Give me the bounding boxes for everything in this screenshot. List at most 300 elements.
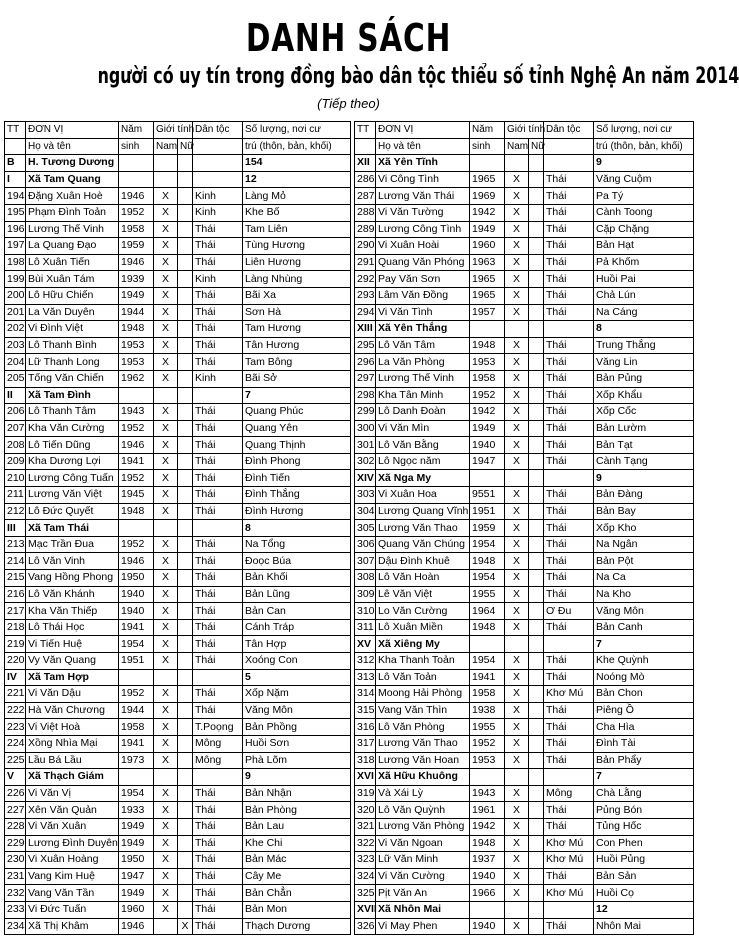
cell-year: 1949 (470, 420, 505, 437)
cell-male: X (154, 337, 178, 354)
table-row (5, 835, 351, 852)
cell-tt: 217 (5, 603, 26, 620)
header-blank (5, 138, 26, 155)
cell-ethnic: Thái (544, 752, 594, 769)
cell-place: 9 (243, 769, 351, 786)
cell-place: Chả Lún (594, 287, 694, 304)
cell-year: 1946 (119, 437, 154, 454)
cell-year: 1954 (470, 536, 505, 553)
cell-place: Pa Tý (594, 188, 694, 205)
cell-ethnic: Thái (193, 901, 243, 918)
cell-year: 1951 (470, 503, 505, 520)
cell-male: X (154, 287, 178, 304)
cell-male: X (154, 221, 178, 238)
cell-year: 1938 (470, 702, 505, 719)
cell-place: Piêng Ồ (594, 702, 694, 719)
cell-year: 1955 (470, 719, 505, 736)
cell-name: Vi Xuân Hoài (376, 238, 470, 255)
cell-place: 9 (594, 155, 694, 172)
table-row (355, 221, 694, 238)
cell-tt: 226 (5, 785, 26, 802)
section-row (5, 387, 351, 404)
cell-place: Bản Sản (594, 868, 694, 885)
table-row (5, 271, 351, 288)
cell-name: Lương Công Tình (376, 221, 470, 238)
cell-year: 1960 (119, 901, 154, 918)
cell-female (529, 885, 544, 902)
cell-tt: 301 (355, 437, 376, 454)
cell-name: Xên Văn Quản (26, 802, 119, 819)
cell-tt: 314 (355, 686, 376, 703)
cell-year: 1952 (119, 686, 154, 703)
cell-place: Bản Pủng (594, 370, 694, 387)
cell-ethnic: Thái (544, 619, 594, 636)
cell-male: X (154, 553, 178, 570)
cell-name: Pay Văn Sơn (376, 271, 470, 288)
cell-name: Lê Văn Việt (376, 586, 470, 603)
cell-male: X (154, 719, 178, 736)
cell-place: Bản Bay (594, 503, 694, 520)
cell-male: X (505, 719, 529, 736)
cell-place: 154 (243, 155, 351, 172)
table-row (5, 370, 351, 387)
cell-ethnic: Khơ Mú (544, 885, 594, 902)
cell-male: X (505, 603, 529, 620)
cell-female (529, 437, 544, 454)
cell-ethnic: Thái (544, 553, 594, 570)
cell-tt: 300 (355, 420, 376, 437)
cell-place: Đình Tiến (243, 470, 351, 487)
cell-tt: 230 (5, 852, 26, 869)
cell-year: 1952 (470, 735, 505, 752)
cell-tt: XII (355, 155, 376, 172)
cell-male: X (154, 619, 178, 636)
cell-name: Kha Dương Lợi (26, 453, 119, 470)
cell-year: 1973 (119, 752, 154, 769)
table-row (5, 238, 351, 255)
cell-place: Liên Hương (243, 254, 351, 271)
cell-ethnic: Thái (193, 321, 243, 338)
cell-name: Lương Văn Hoan (376, 752, 470, 769)
table-row (5, 321, 351, 338)
header-gender: Giới tính (154, 122, 193, 139)
cell-female (529, 802, 544, 819)
header-count: Số lượng, nơi cư (243, 122, 351, 139)
table-row (5, 354, 351, 371)
cell-name: Lữ Văn Minh (376, 852, 470, 869)
cell-year: 1941 (119, 619, 154, 636)
table-row (5, 503, 351, 520)
cell-place: Thạch Dương (243, 918, 351, 935)
cell-ethnic: Thái (544, 487, 594, 504)
cell-place: 12 (243, 171, 351, 188)
cell-male: X (505, 868, 529, 885)
cell-tt: 229 (5, 835, 26, 852)
table-row (355, 337, 694, 354)
section-row (355, 470, 694, 487)
cell-place: Tùng Hương (243, 238, 351, 255)
cell-female (529, 586, 544, 603)
cell-year: 1948 (470, 619, 505, 636)
cell-ethnic: Ơ Đu (544, 603, 594, 620)
cell-ethnic: Thái (544, 818, 594, 835)
cell-male: X (505, 520, 529, 537)
cell-male: X (505, 669, 529, 686)
cell-female (178, 453, 193, 470)
section-row (355, 769, 694, 786)
header-blank (355, 138, 376, 155)
table-row (355, 818, 694, 835)
cell-tt: 219 (5, 636, 26, 653)
cell-male (154, 520, 178, 537)
cell-name: Vi Văn Tình (376, 304, 470, 321)
cell-year: 1942 (470, 818, 505, 835)
cell-name: Lương Thế Vinh (26, 221, 119, 238)
cell-place: Tủng Hốc (594, 818, 694, 835)
cell-tt: III (5, 520, 26, 537)
cell-name: Lương Văn Thái (376, 188, 470, 205)
header-year-2: sinh (119, 138, 154, 155)
table-row (355, 686, 694, 703)
cell-place: Na Kho (594, 586, 694, 603)
cell-tt: 211 (5, 487, 26, 504)
cell-place: Khe Bố (243, 204, 351, 221)
cell-year: 1948 (470, 835, 505, 852)
cell-name: Lầu Bá Lầu (26, 752, 119, 769)
cell-year: 1933 (119, 802, 154, 819)
cell-tt: 290 (355, 238, 376, 255)
cell-place: Cha Hìa (594, 719, 694, 736)
cell-male: X (505, 553, 529, 570)
cell-male: X (505, 387, 529, 404)
cell-year: 1943 (470, 785, 505, 802)
cell-name: Lô Văn Vinh (26, 553, 119, 570)
cell-place: Làng Nhùng (243, 271, 351, 288)
cell-tt: 291 (355, 254, 376, 271)
cell-male: X (505, 586, 529, 603)
cell-place: Xoóng Con (243, 653, 351, 670)
header-name: Họ và tên (376, 138, 470, 155)
cell-female (178, 719, 193, 736)
cell-male: X (505, 686, 529, 703)
cell-male: X (154, 204, 178, 221)
cell-name: Bùi Xuân Tám (26, 271, 119, 288)
cell-female (178, 802, 193, 819)
table-row (5, 785, 351, 802)
cell-name: Xã Tam Quang (26, 171, 119, 188)
header-ethnic: Dân tộc (544, 122, 594, 139)
cell-female (178, 204, 193, 221)
cell-female (529, 852, 544, 869)
cell-male: X (505, 221, 529, 238)
header-male: Nam (505, 138, 529, 155)
cell-female (529, 487, 544, 504)
cell-male: X (154, 702, 178, 719)
cell-female (529, 603, 544, 620)
cell-year: 1964 (470, 603, 505, 620)
cell-female (178, 735, 193, 752)
cell-ethnic (193, 769, 243, 786)
cell-year: 1942 (470, 204, 505, 221)
cell-tt: 306 (355, 536, 376, 553)
cell-male: X (154, 735, 178, 752)
cell-female (529, 420, 544, 437)
table-row (5, 254, 351, 271)
cell-year: 1949 (119, 885, 154, 902)
cell-year: 1961 (470, 802, 505, 819)
table-row (355, 603, 694, 620)
cell-place: Quang Phúc (243, 404, 351, 421)
cell-ethnic: Mông (193, 752, 243, 769)
cell-name: Vi Văn Ngoan (376, 835, 470, 852)
cell-tt: 233 (5, 901, 26, 918)
cell-female (529, 570, 544, 587)
cell-name: Vang Kim Huệ (26, 868, 119, 885)
table-row (355, 802, 694, 819)
cell-ethnic: Thái (193, 536, 243, 553)
table-row (355, 918, 694, 935)
table-row (5, 420, 351, 437)
cell-ethnic: Thái (544, 254, 594, 271)
cell-tt: 215 (5, 570, 26, 587)
cell-name: Xã Thạch Giám (26, 769, 119, 786)
cell-male: X (154, 271, 178, 288)
cell-ethnic: Thái (193, 818, 243, 835)
cell-name: Vang Văn Thìn (376, 702, 470, 719)
cell-name: Vi Văn Cường (376, 868, 470, 885)
cell-tt: 289 (355, 221, 376, 238)
header-row (355, 122, 694, 139)
cell-male: X (505, 735, 529, 752)
cell-name: Phạm Đình Toản (26, 204, 119, 221)
cell-tt: 317 (355, 735, 376, 752)
cell-female (178, 818, 193, 835)
table-row (355, 653, 694, 670)
cell-year: 1952 (119, 420, 154, 437)
cell-male: X (505, 254, 529, 271)
cell-name: Xã Hữu Khuông (376, 769, 470, 786)
cell-tt: XIV (355, 470, 376, 487)
cell-ethnic (544, 470, 594, 487)
cell-place: Bản Phòng (243, 802, 351, 819)
cell-tt: 303 (355, 487, 376, 504)
cell-male: X (154, 885, 178, 902)
cell-year: 1952 (119, 470, 154, 487)
cell-male: X (154, 503, 178, 520)
cell-name: Moong Hải Phòng (376, 686, 470, 703)
table-row (5, 287, 351, 304)
table-row (355, 586, 694, 603)
cell-tt: 214 (5, 553, 26, 570)
cell-name: Lô Thái Học (26, 619, 119, 636)
cell-ethnic: Thái (193, 221, 243, 238)
table-row (355, 420, 694, 437)
cell-male (505, 155, 529, 172)
cell-male: X (154, 603, 178, 620)
cell-place: Bản Chẳn (243, 885, 351, 902)
cell-name: Vi Văn Mìn (376, 420, 470, 437)
cell-male (505, 321, 529, 338)
cell-female (529, 204, 544, 221)
cell-year: 1940 (470, 437, 505, 454)
cell-place: Na Ca (594, 570, 694, 587)
cell-tt: 218 (5, 619, 26, 636)
cell-place: Xốp Nặm (243, 686, 351, 703)
table-row (355, 520, 694, 537)
cell-place: 9 (594, 470, 694, 487)
cell-male: X (505, 818, 529, 835)
cell-year: 1943 (119, 404, 154, 421)
cell-female (178, 586, 193, 603)
table-row (355, 370, 694, 387)
cell-tt: 287 (355, 188, 376, 205)
section-row (5, 171, 351, 188)
cell-male: X (505, 702, 529, 719)
cell-female (529, 337, 544, 354)
cell-place: Bản Mác (243, 852, 351, 869)
cell-female (178, 420, 193, 437)
cell-male (154, 171, 178, 188)
cell-tt: 213 (5, 536, 26, 553)
cell-name: Vi Văn Vị (26, 785, 119, 802)
cell-ethnic: Thái (193, 503, 243, 520)
table-row (5, 636, 351, 653)
cell-year: 1948 (470, 553, 505, 570)
table-row (355, 171, 694, 188)
cell-male: X (505, 437, 529, 454)
cell-ethnic: Thái (193, 636, 243, 653)
cell-male: X (505, 885, 529, 902)
cell-female (178, 852, 193, 869)
cell-tt: 322 (355, 835, 376, 852)
cell-name: Lô Văn Hoàn (376, 570, 470, 587)
cell-male: X (505, 204, 529, 221)
cell-year: 1953 (470, 752, 505, 769)
cell-name: Lô Xuân Miền (376, 619, 470, 636)
cell-name: La Văn Phòng (376, 354, 470, 371)
cell-ethnic (193, 155, 243, 172)
cell-name: Lô Văn Khánh (26, 586, 119, 603)
cell-year: 1952 (119, 536, 154, 553)
table-row (5, 404, 351, 421)
cell-female (178, 503, 193, 520)
cell-name: La Quang Đạo (26, 238, 119, 255)
cell-name: Lương Công Tuấn (26, 470, 119, 487)
cell-ethnic: Thái (193, 852, 243, 869)
cell-male: X (505, 337, 529, 354)
cell-ethnic: Thái (193, 487, 243, 504)
cell-place: Bãi Sở (243, 370, 351, 387)
cell-tt: 292 (355, 271, 376, 288)
cell-name: Lô Thanh Bình (26, 337, 119, 354)
cell-year: 1949 (119, 287, 154, 304)
cell-name: Vi Xuân Hoa (376, 487, 470, 504)
table-row (5, 752, 351, 769)
cell-year: 1946 (119, 188, 154, 205)
cell-tt: 320 (355, 802, 376, 819)
cell-ethnic: Thái (193, 354, 243, 371)
cell-male: X (505, 171, 529, 188)
cell-male: X (154, 653, 178, 670)
cell-male: X (154, 852, 178, 869)
cell-name: Và Xái Lỳ (376, 785, 470, 802)
cell-year (119, 669, 154, 686)
cell-year: 1953 (470, 354, 505, 371)
cell-male: X (154, 586, 178, 603)
cell-year: 1966 (470, 885, 505, 902)
cell-female (178, 669, 193, 686)
table-row (5, 901, 351, 918)
cell-ethnic (193, 387, 243, 404)
cell-place: Đình Hương (243, 503, 351, 520)
cell-male: X (505, 503, 529, 520)
cell-female (529, 221, 544, 238)
cell-ethnic: Thái (193, 437, 243, 454)
cell-tt: 198 (5, 254, 26, 271)
cell-ethnic: Thái (544, 918, 594, 935)
cell-year: 1951 (119, 653, 154, 670)
cell-female (529, 238, 544, 255)
cell-ethnic: Thái (544, 204, 594, 221)
cell-year: 1941 (119, 453, 154, 470)
cell-male: X (154, 570, 178, 587)
table-row (355, 536, 694, 553)
cell-ethnic: Thái (193, 619, 243, 636)
cell-year: 1950 (119, 852, 154, 869)
cell-female (529, 287, 544, 304)
cell-female (529, 321, 544, 338)
cell-tt: 205 (5, 370, 26, 387)
cell-male: X (154, 370, 178, 387)
section-row (355, 636, 694, 653)
cell-female (529, 735, 544, 752)
table-row (355, 204, 694, 221)
cell-year: 1954 (119, 636, 154, 653)
cell-year: 1948 (470, 337, 505, 354)
cell-tt: 324 (355, 868, 376, 885)
cell-tt: 227 (5, 802, 26, 819)
cell-place: Pả Khốm (594, 254, 694, 271)
cell-ethnic: Thái (193, 420, 243, 437)
cell-place: 12 (594, 901, 694, 918)
cell-year: 1960 (470, 238, 505, 255)
cell-male (154, 155, 178, 172)
cell-year (119, 769, 154, 786)
table-row (355, 354, 694, 371)
cell-place: Cây Me (243, 868, 351, 885)
cell-year (470, 321, 505, 338)
cell-place: Bản Tạt (594, 437, 694, 454)
table-row (355, 785, 694, 802)
cell-name: Xã Tam Thái (26, 520, 119, 537)
cell-name: Vang Văn Tần (26, 885, 119, 902)
cell-tt: B (5, 155, 26, 172)
cell-ethnic: Thái (193, 586, 243, 603)
cell-ethnic: Thái (544, 171, 594, 188)
cell-name: Vi May Phen (376, 918, 470, 935)
cell-female (178, 603, 193, 620)
cell-year: 1959 (119, 238, 154, 255)
cell-ethnic: Thái (193, 653, 243, 670)
cell-place: Bãi Xa (243, 287, 351, 304)
cell-female (529, 520, 544, 537)
cell-female (529, 254, 544, 271)
cell-ethnic (544, 321, 594, 338)
cell-ethnic: Thái (193, 254, 243, 271)
cell-name: Kha Văn Cường (26, 420, 119, 437)
cell-tt: 316 (355, 719, 376, 736)
cell-name: Lô Xuân Tiến (26, 254, 119, 271)
